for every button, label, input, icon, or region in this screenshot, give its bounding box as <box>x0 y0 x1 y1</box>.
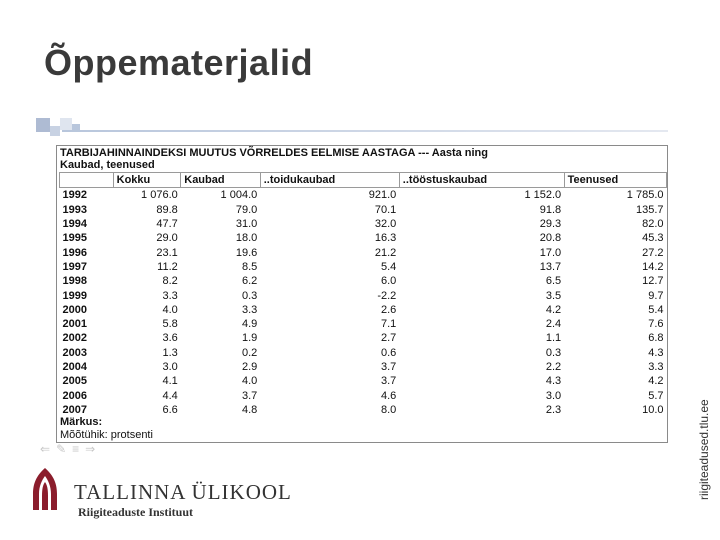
row-year-cell: 2003 <box>62 346 87 359</box>
table-cell <box>260 203 331 217</box>
column-header-kokku: Kokku <box>113 173 181 188</box>
table-cell: 4.0 <box>162 303 178 316</box>
table-cell: 0.2 <box>241 346 258 359</box>
table-cell: 23.1 <box>156 246 178 259</box>
table-cell: 4.2 <box>648 375 664 388</box>
table-subtitle: Kaubad, teenused <box>60 159 155 171</box>
slide-navigation <box>40 442 101 456</box>
column-header-kaubad: Kaubad <box>181 173 261 188</box>
row-year-cell: 2001 <box>62 318 87 331</box>
table-cell: 3.6 <box>162 332 178 345</box>
table-cell: 6.0 <box>381 275 397 288</box>
table-cell <box>260 403 331 417</box>
table-header-row <box>60 173 667 188</box>
table-cell: 4.6 <box>381 389 397 402</box>
table-cell: 1.9 <box>241 332 258 345</box>
table-cell: -2.2 <box>377 289 397 302</box>
table-row <box>60 274 667 288</box>
table-cell <box>260 388 331 402</box>
table-cell: 1 004.0 <box>220 189 258 202</box>
table-cell <box>260 260 331 274</box>
table-cell: 29.0 <box>156 232 178 245</box>
header-divider <box>62 130 668 132</box>
table-cell: 1.3 <box>162 346 178 359</box>
table-cell: 3.3 <box>241 303 258 316</box>
row-year-cell: 1993 <box>62 203 87 216</box>
table-cell: 19.6 <box>235 246 258 259</box>
table-cell: 0.3 <box>241 289 258 302</box>
table-cell: 6.8 <box>648 332 664 345</box>
table-cell: 32.0 <box>374 218 397 231</box>
arrow-left-icon[interactable]: ⇐ <box>40 442 57 456</box>
table-cell: 2.3 <box>545 403 562 416</box>
table-cell: 0.3 <box>545 346 562 359</box>
table-cell <box>260 346 331 360</box>
column-header-year <box>60 173 114 188</box>
arrow-right-icon[interactable]: ⇒ <box>85 442 102 456</box>
table-cell: 16.3 <box>374 232 397 245</box>
row-year-cell: 1997 <box>62 260 87 273</box>
menu-icon[interactable]: ≡ <box>72 442 86 456</box>
table-cell: 4.3 <box>648 346 664 359</box>
table-cell: 3.7 <box>381 361 397 373</box>
table-cell: 11.2 <box>157 260 178 273</box>
row-year-cell: 2005 <box>62 375 87 388</box>
table-cell: 1.1 <box>545 332 562 345</box>
table-cell: 4.3 <box>545 375 562 388</box>
table-cell: 20.8 <box>539 232 562 245</box>
table-cell: 3.0 <box>162 361 178 373</box>
table-cell <box>260 317 331 331</box>
table-cell <box>260 374 331 388</box>
table-cell: 18.0 <box>235 232 258 245</box>
table-cell: 82.0 <box>642 218 664 231</box>
university-emblem-icon <box>30 466 60 512</box>
table-row <box>60 331 667 345</box>
column-header-toidukaubad: ..toidukaubad <box>260 173 399 188</box>
table-title: TARBIJAHINNAINDEKSI MUUTUS VÕRRELDES EELMISE AASTAGA --- Aasta ning <box>60 147 488 159</box>
table-row <box>60 388 667 402</box>
table-row <box>60 217 667 231</box>
row-year-cell: 1998 <box>62 275 87 288</box>
table-cell <box>260 231 331 245</box>
row-year-cell: 2000 <box>62 303 87 316</box>
table-cell <box>260 288 331 302</box>
table-cell: 13.7 <box>539 260 562 273</box>
table-cell: 5.4 <box>381 260 397 273</box>
table-cell: 3.5 <box>545 289 562 302</box>
row-year-cell: 1995 <box>62 232 87 245</box>
table-cell: 2.6 <box>381 303 397 316</box>
row-year-cell: 2002 <box>62 332 87 345</box>
table-cell: 3.0 <box>545 389 562 402</box>
table-cell: 14.2 <box>642 260 664 273</box>
table-cell: 7.1 <box>381 318 397 331</box>
table-row <box>60 403 667 417</box>
table-cell: 5.7 <box>648 389 664 402</box>
row-year-cell: 1996 <box>62 246 87 259</box>
row-year-cell: 1992 <box>62 189 87 202</box>
table-cell: 1 152.0 <box>524 189 562 202</box>
table-cell: 89.8 <box>156 203 178 216</box>
table-cell: 3.3 <box>162 289 178 302</box>
column-header-toostuskaubad: ..tööstuskaubad <box>399 173 564 188</box>
table-cell: 921.0 <box>368 189 397 202</box>
table-cell: 6.5 <box>545 275 562 288</box>
table-cell: 45.3 <box>642 232 664 245</box>
table-cell: 70.1 <box>374 203 397 216</box>
table-cell: 2.4 <box>545 318 562 331</box>
table-cell: 8.2 <box>162 275 178 288</box>
website-url: riigiteadused.tlu.ee <box>697 399 711 500</box>
column-header-teenused: Teenused <box>564 173 666 188</box>
table-row <box>60 360 667 374</box>
table-cell: 12.7 <box>642 275 664 288</box>
table-cell: 4.9 <box>241 318 258 331</box>
table-cell: 2.2 <box>545 361 562 373</box>
table-cell: 0.6 <box>381 346 397 359</box>
table-cell: 9.7 <box>648 289 664 302</box>
table-row <box>60 374 667 388</box>
table-cell: 8.0 <box>381 403 397 416</box>
table-cell: 5.8 <box>162 318 178 331</box>
table-row <box>60 288 667 302</box>
table-row <box>60 260 667 274</box>
table-cell: 29.3 <box>539 218 562 231</box>
pen-icon[interactable]: ✎ <box>56 442 73 456</box>
institute-name: Riigiteaduste Instituut <box>78 505 194 519</box>
table-cell: 4.2 <box>545 303 562 316</box>
table-cell: 1 785.0 <box>626 189 664 202</box>
table-cell: 6.6 <box>162 403 178 416</box>
table-cell <box>260 245 331 259</box>
table-cell <box>260 303 331 317</box>
table-cell: 27.2 <box>642 246 664 259</box>
table-cell: 91.8 <box>539 203 562 216</box>
table-cell: 2.7 <box>381 332 397 345</box>
table-cell: 6.2 <box>241 275 258 288</box>
note-label: Märkus: <box>60 416 103 428</box>
table-cell: 21.2 <box>374 246 397 259</box>
table-row <box>60 346 667 360</box>
table-cell: 17.0 <box>539 246 562 259</box>
table-cell: 3.3 <box>648 361 664 373</box>
row-year-cell: 2007 <box>62 403 87 416</box>
table-cell: 7.6 <box>648 318 664 331</box>
note-text: Mõõtühik: protsenti <box>60 429 153 441</box>
table-body <box>60 188 667 417</box>
table-cell: 135.7 <box>635 203 664 216</box>
table-cell <box>260 217 331 231</box>
row-year-cell: 1999 <box>62 289 87 302</box>
table-row <box>60 188 667 203</box>
table-cell: 4.8 <box>241 403 258 416</box>
table-cell <box>260 360 331 374</box>
table-cell: 3.7 <box>241 389 258 402</box>
row-year-cell: 2004 <box>62 361 87 373</box>
table-cell <box>260 331 331 345</box>
table-cell: 47.7 <box>156 218 178 231</box>
row-year-cell: 1994 <box>62 218 87 231</box>
table-row <box>60 203 667 217</box>
table-cell: 4.1 <box>162 375 178 388</box>
table-row <box>60 317 667 331</box>
table-row <box>60 231 667 245</box>
statistics-table-panel <box>56 145 668 443</box>
table-cell <box>260 274 331 288</box>
university-name: TALLINNA ÜLIKOOL <box>74 480 292 504</box>
table-cell: 10.0 <box>642 403 664 416</box>
table-cell: 3.7 <box>381 375 397 388</box>
table-cell: 5.4 <box>648 303 664 316</box>
table-cell: 8.5 <box>241 260 258 273</box>
table-cell: 31.0 <box>235 218 258 231</box>
row-year-cell: 2006 <box>62 389 87 402</box>
table-cell: 4.4 <box>162 389 178 402</box>
cpi-data-table <box>59 172 667 417</box>
decorative-squares <box>36 118 96 148</box>
table-cell: 4.0 <box>241 375 258 388</box>
table-cell: 79.0 <box>235 203 258 216</box>
table-row <box>60 245 667 259</box>
page-title: Õppematerjalid <box>44 42 314 83</box>
table-cell: 1 076.0 <box>141 189 178 202</box>
table-cell <box>260 188 331 203</box>
table-row <box>60 303 667 317</box>
table-cell: 2.9 <box>241 361 258 373</box>
